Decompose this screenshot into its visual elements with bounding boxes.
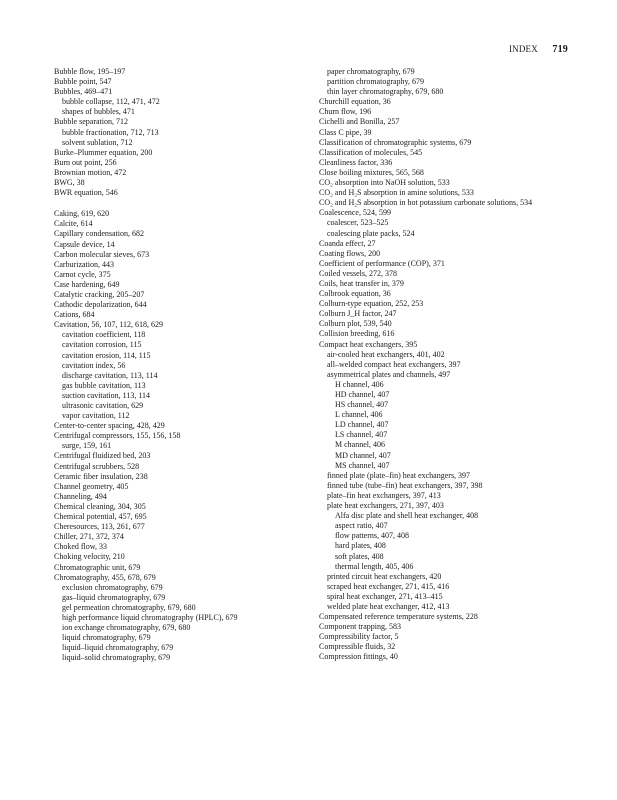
index-subentry: finned plate (plate–fin) heat exchangers, 397 bbox=[327, 470, 471, 480]
index-subentry: plate–fin heat exchangers, 397, 413 bbox=[327, 490, 441, 500]
index-subentry: bubble collapse, 112, 471, 472 bbox=[62, 97, 160, 107]
index-subentry: cavitation index, 56 bbox=[62, 360, 126, 370]
index-entry: Cichelli and Bonilla, 257 bbox=[319, 117, 400, 127]
index-entry: Compact heat exchangers, 395 bbox=[319, 339, 418, 349]
page-number: 719 bbox=[552, 44, 568, 55]
index-entry: Bubbles, 469–471 bbox=[54, 87, 113, 97]
index-entry: Chromatography, 455, 678, 679 bbox=[54, 572, 156, 582]
index-subentry: high performance liquid chromatography (HPLC), 679 bbox=[62, 612, 238, 622]
index-column-right bbox=[319, 67, 532, 663]
index-entry: Choking velocity, 210 bbox=[54, 552, 125, 562]
index-subentry: cavitation corrosion, 115 bbox=[62, 340, 142, 350]
index-entry: Cleanliness factor, 336 bbox=[319, 157, 393, 167]
index-entry: BWR equation, 546 bbox=[54, 188, 118, 198]
index-subentry: discharge cavitation, 113, 114 bbox=[62, 370, 158, 380]
index-entry: Chiller, 271, 372, 374 bbox=[54, 532, 124, 542]
index-entry: Churchill equation, 36 bbox=[319, 97, 391, 107]
index-entry: CO₂ and H₂S absorption in amine solutions, 533 bbox=[319, 188, 474, 198]
index-subentry: H channel, 406 bbox=[335, 379, 384, 389]
index-entry: Calcite, 614 bbox=[54, 219, 93, 229]
index-subentry: printed circuit heat exchangers, 420 bbox=[327, 571, 442, 581]
index-entry: Bubble flow, 195–197 bbox=[54, 67, 126, 76]
index-subentry: liquid–liquid chromatography, 679 bbox=[62, 643, 174, 653]
index-subentry: MS channel, 407 bbox=[335, 460, 390, 470]
index-subentry: soft plates, 408 bbox=[335, 551, 384, 561]
index-entry: Capsule device, 14 bbox=[54, 239, 115, 249]
index-subentry: thin layer chromatography, 679, 680 bbox=[327, 87, 444, 97]
index-entry: Burn out point, 256 bbox=[54, 157, 117, 167]
index-entry: Caking, 619, 620 bbox=[54, 209, 110, 219]
index-entry: Brownian motion, 472 bbox=[54, 167, 127, 177]
index-subentry: finned tube (tube–fin) heat exchangers, 397, 398 bbox=[327, 480, 483, 490]
index-subentry: LS channel, 407 bbox=[335, 430, 388, 440]
index-entry: Colbrook equation, 36 bbox=[319, 289, 391, 299]
index-entry: Channel geometry, 405 bbox=[54, 481, 129, 491]
index-subentry: paper chromatography, 679 bbox=[327, 67, 415, 76]
page-header bbox=[509, 44, 568, 55]
index-entry: Compression fittings, 40 bbox=[319, 652, 398, 662]
index-entry: Carnot cycle, 375 bbox=[54, 269, 111, 279]
index-subentry: all–welded compact heat exchangers, 397 bbox=[327, 359, 461, 369]
index-subentry: gel permeation chromatography, 679, 680 bbox=[62, 602, 196, 612]
index-entry: Compensated reference temperature systems, 228 bbox=[319, 612, 478, 622]
index-entry: Channeling, 494 bbox=[54, 491, 107, 501]
index-subentry: liquid chromatography, 679 bbox=[62, 633, 151, 643]
index-subentry: cavitation erosion, 114, 115 bbox=[62, 350, 151, 360]
index-entry: Carburization, 443 bbox=[54, 259, 114, 269]
index-subentry: L channel, 406 bbox=[335, 410, 383, 420]
index-entry: Bubble separation, 712 bbox=[54, 117, 128, 127]
index-entry: Ceramic fiber insulation, 238 bbox=[54, 471, 148, 481]
index-entry: Case hardening, 649 bbox=[54, 279, 120, 289]
index-subentry: thermal length, 405, 406 bbox=[335, 561, 414, 571]
index-entry: Colburn-type equation, 252, 253 bbox=[319, 299, 424, 309]
index-subentry: air-cooled heat exchangers, 401, 402 bbox=[327, 349, 445, 359]
index-entry: Coanda effect, 27 bbox=[319, 238, 376, 248]
index-subentry: ultrasonic cavitation, 629 bbox=[62, 401, 144, 410]
index-entry: Compressible fluids, 32 bbox=[319, 642, 396, 652]
index-entry: Coalescence, 524, 599 bbox=[319, 208, 391, 218]
index-subentry: bubble fractionation, 712, 713 bbox=[62, 127, 159, 137]
index-subentry: M channel, 406 bbox=[335, 440, 385, 450]
index-entry: CO₂ absorption into NaOH solution, 533 bbox=[319, 178, 450, 188]
index-entry: Classification of chromatographic systems, 679 bbox=[319, 137, 472, 147]
index-subentry: exclusion chromatography, 679 bbox=[62, 582, 163, 592]
index-entry: Cavitation, 56, 107, 112, 618, 629 bbox=[54, 320, 164, 330]
index-subentry: asymmetrical plates and channels, 497 bbox=[327, 369, 451, 379]
index-entry: Colburn plot, 539, 540 bbox=[319, 319, 392, 329]
index-subentry: plate heat exchangers, 271, 397, 403 bbox=[327, 501, 444, 511]
index-entry: Coating flows, 200 bbox=[319, 248, 381, 258]
index-subentry: spiral heat exchanger, 271, 413–415 bbox=[327, 591, 443, 601]
index-subentry: HS channel, 407 bbox=[335, 400, 389, 410]
index-subentry: MD channel, 407 bbox=[335, 450, 391, 460]
index-entry: Centrifugal fluidized bed, 203 bbox=[54, 451, 151, 461]
index-entry: Chemical cleaning, 304, 305 bbox=[54, 501, 146, 511]
index-entry: Catalytic cracking, 205–207 bbox=[54, 289, 145, 299]
index-subentry: suction cavitation, 113, 114 bbox=[62, 390, 151, 400]
index-subentry: welded plate heat exchanger, 412, 413 bbox=[327, 601, 450, 611]
index-subentry: coalescing plate packs, 524 bbox=[327, 228, 415, 238]
index-subentry: surge, 159, 161 bbox=[62, 441, 112, 451]
index-subentry: solvent sublation, 712 bbox=[62, 137, 133, 147]
index-entry: Centrifugal compressors, 155, 156, 158 bbox=[54, 431, 181, 441]
letter-group-gap bbox=[54, 198, 238, 209]
index-entry: CO₂ and H₂S absorption in hot potassium carbonate solutions, 534 bbox=[319, 198, 533, 208]
index-subentry: scraped heat exchanger, 271, 415, 416 bbox=[327, 581, 450, 591]
index-entry: Center-to-center spacing, 428, 429 bbox=[54, 421, 165, 431]
index-subentry: flow patterns, 407, 408 bbox=[335, 531, 409, 541]
index-entry: Coefficient of performance (COP), 371 bbox=[319, 258, 445, 268]
index-subentry: vapor cavitation, 112 bbox=[62, 411, 130, 421]
index-subentry: gas bubble cavitation, 113 bbox=[62, 380, 146, 390]
section-title: INDEX bbox=[508, 44, 538, 54]
index-subentry: coalescer, 523–525 bbox=[327, 218, 389, 228]
index-entry: Churn flow, 196 bbox=[319, 107, 372, 117]
index-subentry: LD channel, 407 bbox=[335, 420, 389, 430]
index-entry: Chemical potential, 457, 695 bbox=[54, 512, 147, 522]
index-entry: Carbon molecular sieves, 673 bbox=[54, 249, 150, 259]
index-entry: Capillary condensation, 682 bbox=[54, 229, 144, 239]
index-subentry: gas–liquid chromatography, 679 bbox=[62, 592, 166, 602]
index-column-left bbox=[54, 67, 238, 663]
index-entry: Collision breeding, 616 bbox=[319, 329, 395, 339]
index-entry: Class C pipe, 39 bbox=[319, 127, 372, 137]
index-entry: Chromatographic unit, 679 bbox=[54, 562, 141, 572]
index-subentry: partition chromatography, 679 bbox=[327, 77, 425, 87]
index-subentry: liquid–solid chromatography, 679 bbox=[62, 653, 171, 663]
index-entry: Classification of molecules, 545 bbox=[319, 147, 423, 157]
index-subentry: cavitation coefficient, 118 bbox=[62, 330, 146, 340]
index-subentry: shapes of bubbles, 471 bbox=[62, 107, 135, 117]
index-entry: Coils, heat transfer in, 379 bbox=[319, 278, 404, 288]
index-entry: Choked flow, 33 bbox=[54, 542, 108, 552]
index-subentry: HD channel, 407 bbox=[335, 390, 390, 399]
index-entry: Burke–Plummer equation, 200 bbox=[54, 147, 153, 157]
index-entry: Close boiling mixtures, 565, 568 bbox=[319, 167, 424, 177]
index-entry: Cations, 684 bbox=[54, 310, 95, 320]
index-entry: Coiled vessels, 272, 378 bbox=[319, 268, 397, 278]
index-subentry: hard plates, 408 bbox=[335, 541, 386, 551]
index-entry: Cathodic depolarization, 644 bbox=[54, 300, 147, 310]
index-subentry: Alfa disc plate and shell heat exchanger, 408 bbox=[335, 511, 479, 521]
index-subentry: ion exchange chromatography, 679, 680 bbox=[62, 623, 191, 633]
index-entry: Compressibility factor, 5 bbox=[319, 632, 399, 642]
index-entry: Bubble point, 547 bbox=[54, 77, 112, 87]
index-subentry: aspect ratio, 407 bbox=[335, 521, 388, 531]
index-entry: Cheresources, 113, 261, 677 bbox=[54, 522, 145, 532]
index-entry: BWG, 38 bbox=[54, 178, 85, 188]
index-entry: Component trapping, 583 bbox=[319, 622, 401, 632]
index-entry: Centrifugal scrubbers, 528 bbox=[54, 461, 140, 471]
index-entry: Colburn J_H factor, 247 bbox=[319, 309, 397, 319]
